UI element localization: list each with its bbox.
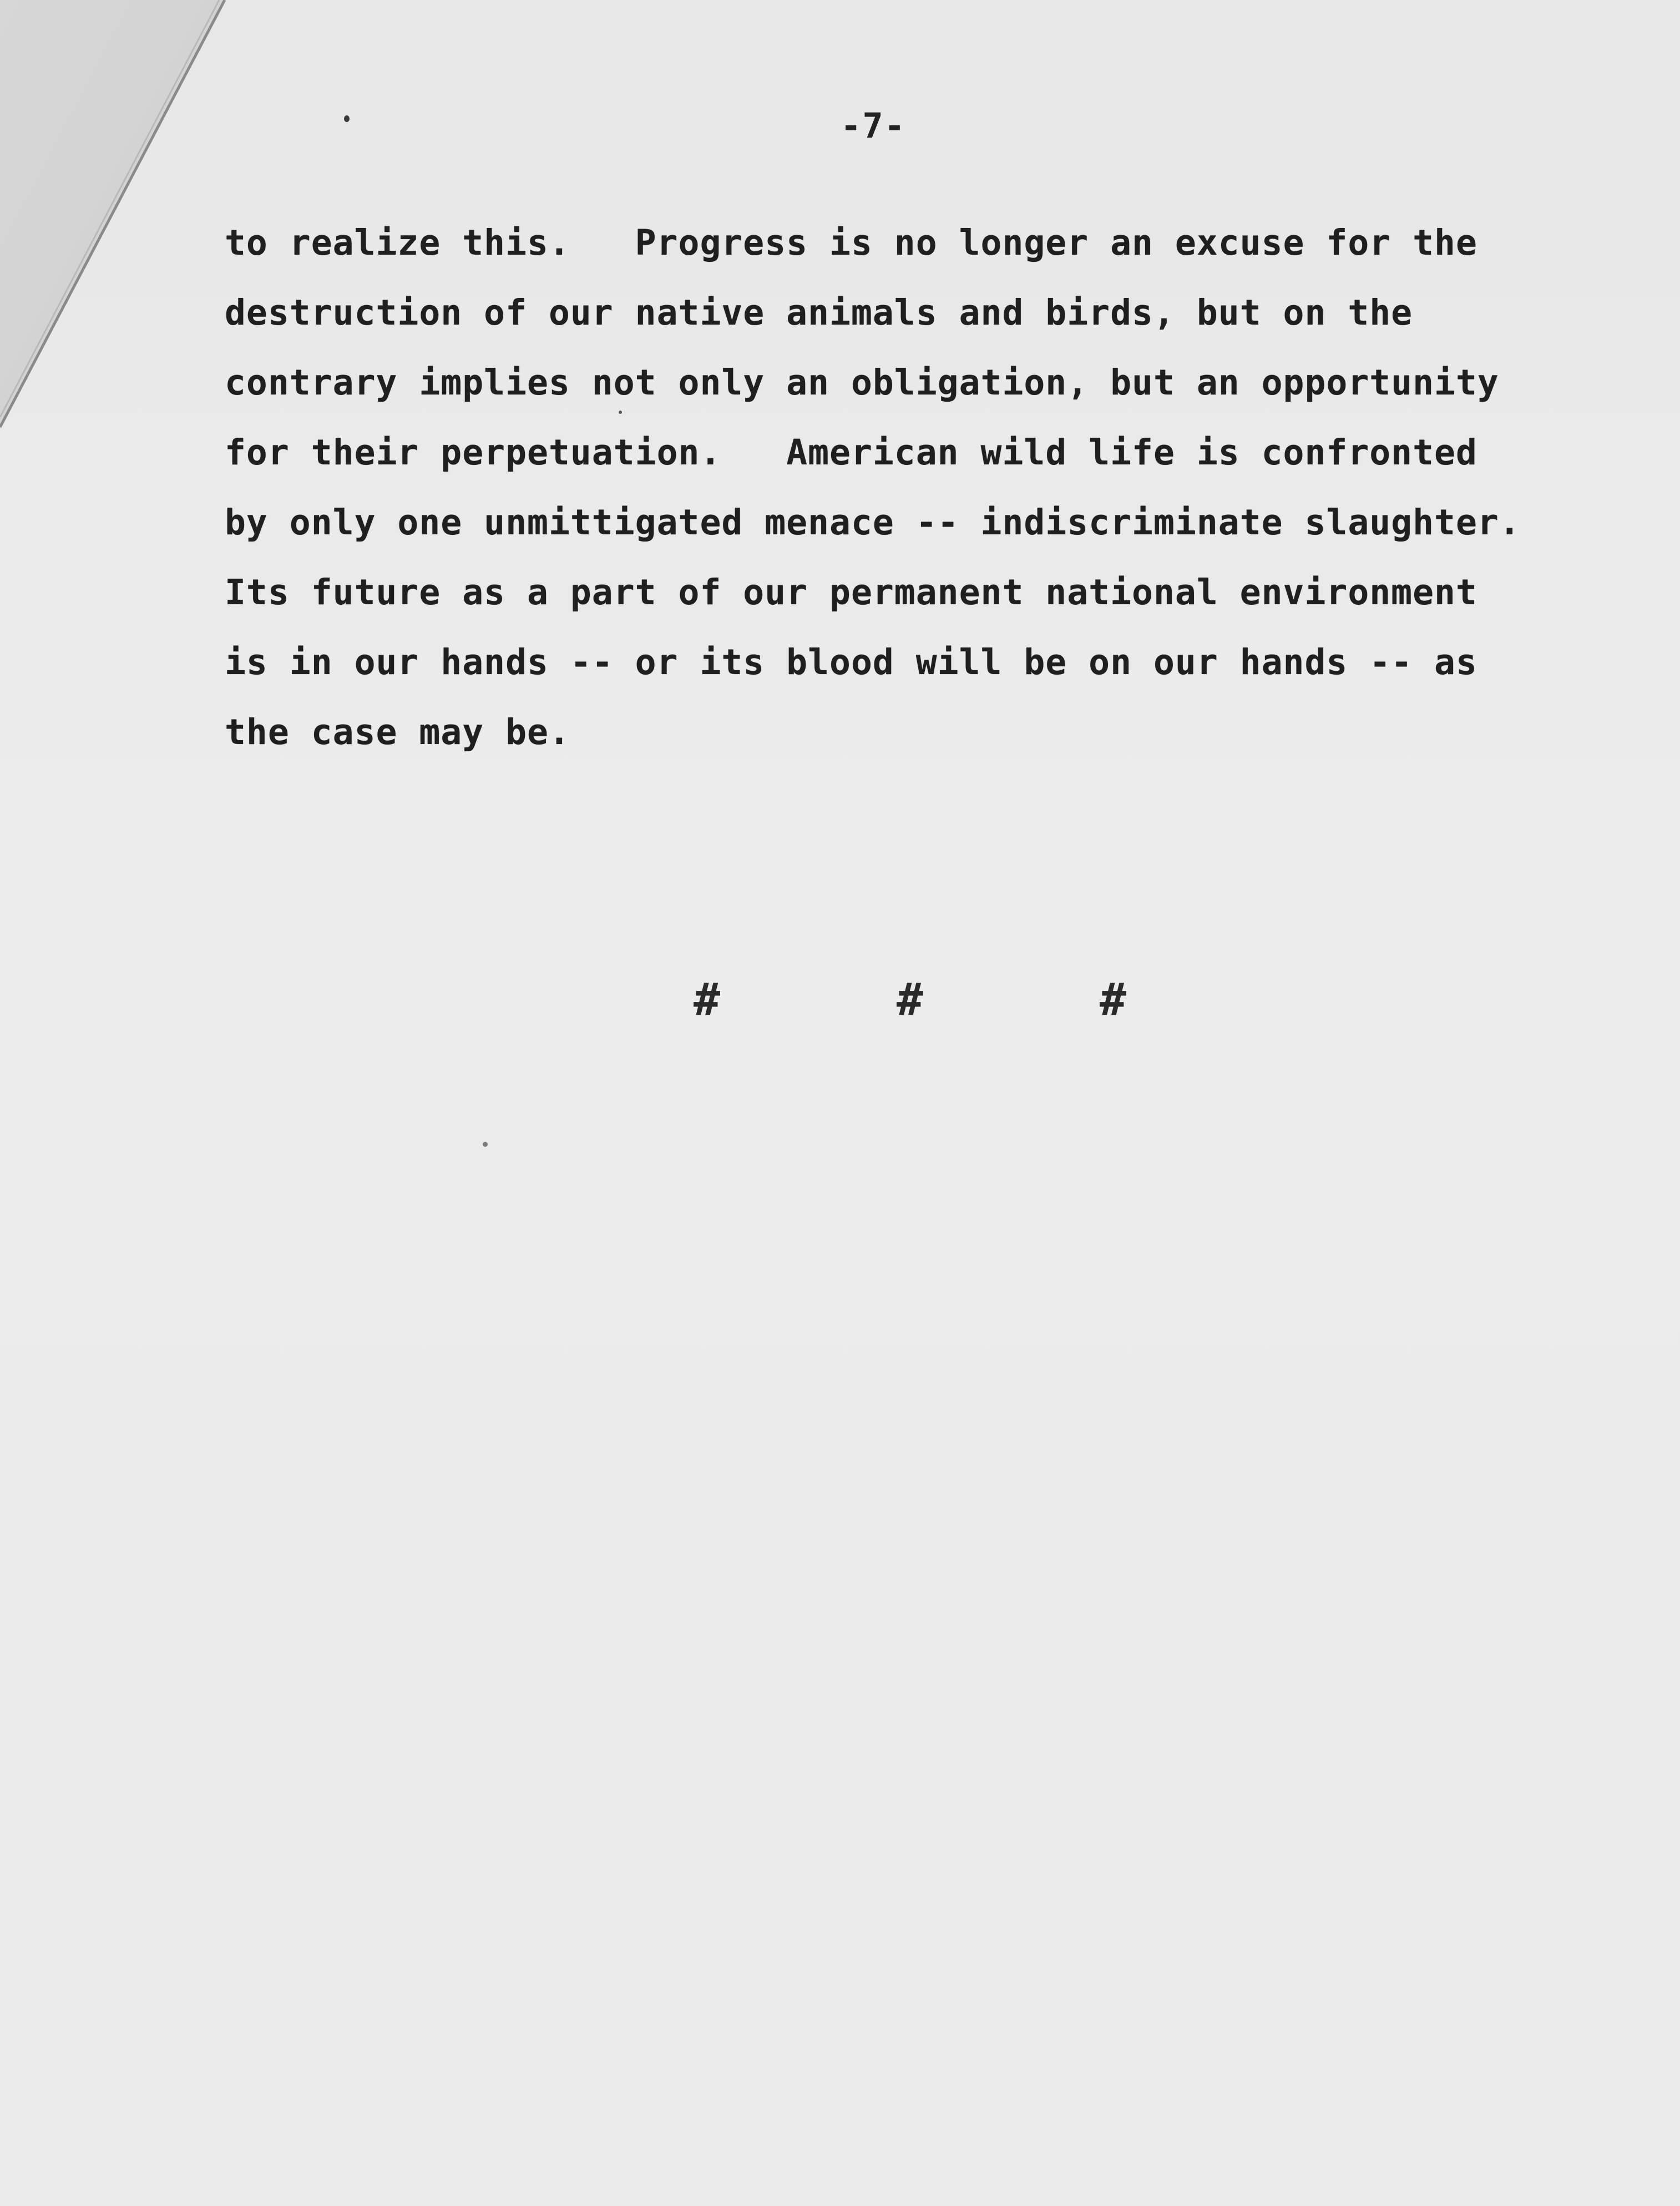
- ink-speck: [344, 115, 350, 122]
- text-line: the case may be.: [225, 712, 570, 752]
- text-line: destruction of our native animals and birds, but on the: [225, 292, 1413, 333]
- text-line: is in our hands -- or its blood will be on our hands -- as: [225, 642, 1477, 682]
- ink-speck: [483, 1142, 488, 1147]
- end-mark: #: [896, 974, 924, 1025]
- body-paragraph: [225, 208, 1545, 767]
- end-mark: #: [694, 974, 721, 1025]
- end-mark: #: [1099, 974, 1126, 1025]
- text-line: to realize this. Progress is no longer an excuse for the: [225, 222, 1477, 263]
- overlapping-sheet-corner: [0, 0, 239, 433]
- text-line: contrary implies not only an obligation, but an opportunity: [225, 362, 1499, 403]
- text-line: for their perpetuation. American wild life is confronted: [225, 432, 1477, 473]
- text-line: Its future as a part of our permanent national environment: [225, 572, 1477, 613]
- end-of-document-marks: [694, 974, 1126, 1025]
- text-line: by only one unmittigated menace -- indiscriminate slaughter.: [225, 502, 1521, 543]
- page-number: -7-: [841, 105, 906, 146]
